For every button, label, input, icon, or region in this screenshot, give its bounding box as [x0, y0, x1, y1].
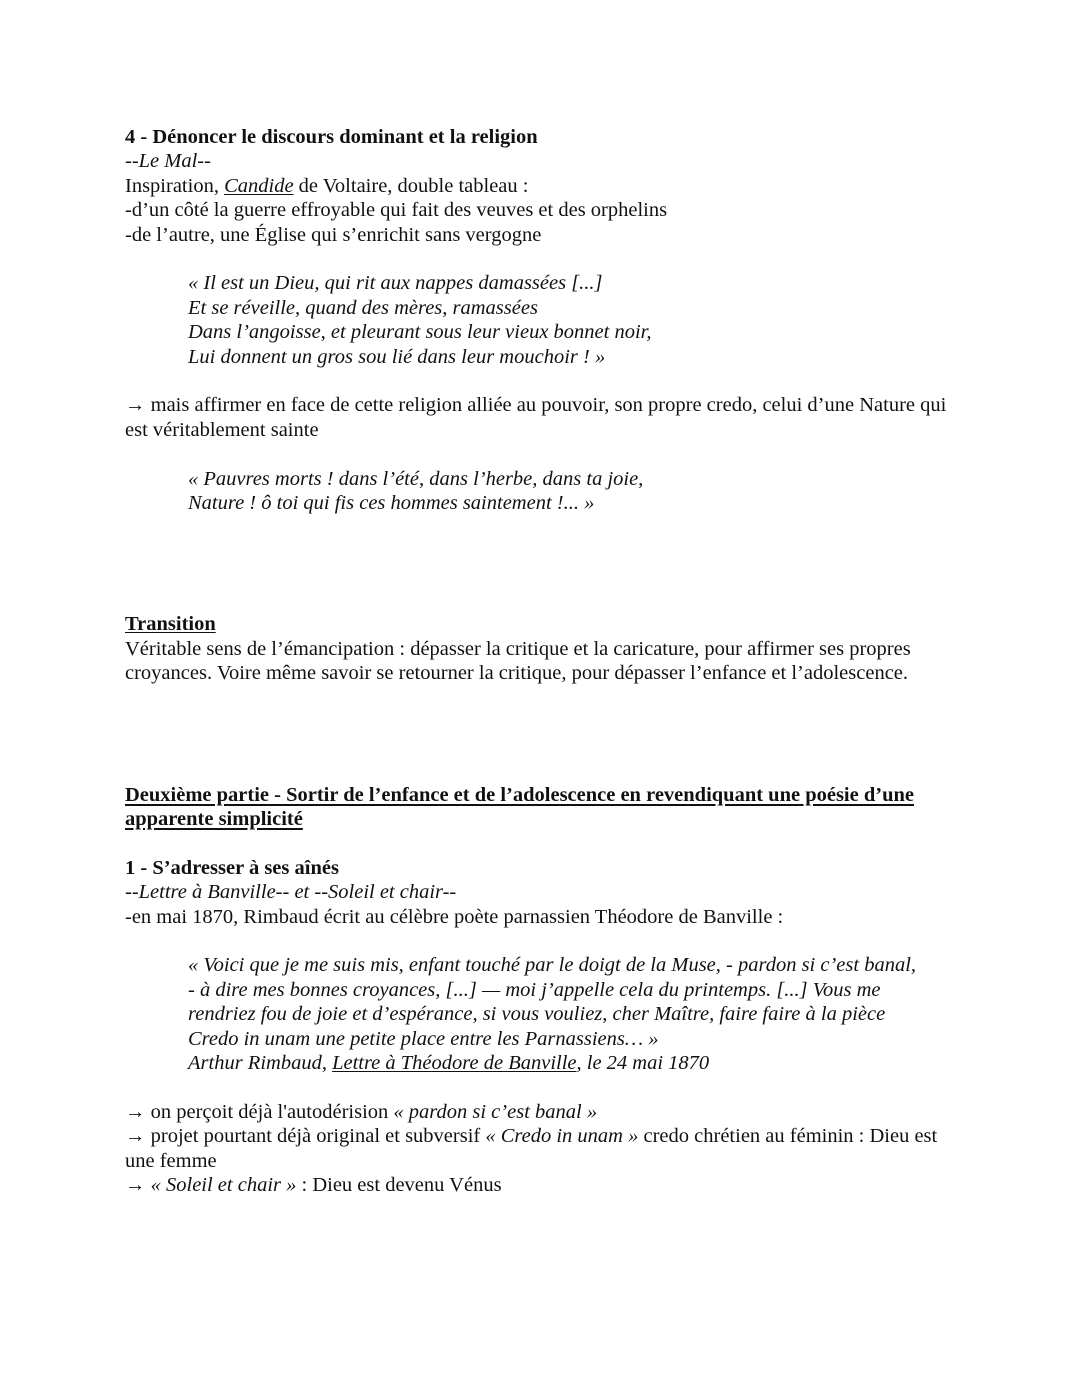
intro-suffix: de Voltaire, double tableau : — [293, 174, 529, 197]
arrow-point — [125, 1173, 955, 1197]
quote-line: Lui donnent un gros sou lié dans leur mouchoir ! » — [188, 345, 606, 368]
quote-line: Nature ! ô toi qui fis ces hommes saintement !... » — [188, 492, 595, 515]
subsection-1-intro: -en mai 1870, Rimbaud écrit au célèbre poète parnassien Théodore de Banville : — [125, 905, 784, 928]
section-4-arrow-point — [125, 393, 955, 442]
arrow-icon: → — [125, 1125, 146, 1148]
arrow-point-text: projet pourtant déjà original et subversif — [145, 1125, 486, 1148]
arrow-point — [125, 1124, 955, 1173]
quote-line: Et se réveille, quand des mères, ramassées — [188, 296, 538, 319]
arrow-point-text-after: : Dieu est devenu Vénus — [296, 1174, 502, 1197]
quote-block-dieu — [188, 271, 955, 369]
section-4-bullet: -d’un côté la guerre effroyable qui fait des veuves et des orphelins — [125, 199, 668, 222]
transition-heading: Transition — [125, 613, 216, 636]
section-4-subtitle: --Le Mal-- — [125, 150, 211, 173]
candide-title: Candide — [224, 174, 294, 197]
arrow-point-text: mais affirmer en face de cette religion alliée au pouvoir, son propre credo, celui d’une Nature qui est véritablement sainte — [125, 394, 947, 441]
section-4-heading: 4 - Dénoncer le discours dominant et la religion — [125, 126, 538, 148]
arrow-point-text-after: credo chrétien au féminin : Dieu est une femme — [125, 1125, 938, 1172]
section-4-intro — [125, 174, 955, 198]
arrow-point-quote: « Credo in unam » — [485, 1125, 639, 1148]
arrow-point — [125, 1100, 955, 1124]
arrow-point-quote: « Soleil et chair » — [150, 1174, 297, 1197]
arrow-icon: → — [125, 394, 146, 417]
document-page — [125, 125, 955, 1198]
arrow-point-quote: « pardon si c’est banal » — [393, 1100, 598, 1123]
citation-author: Arthur Rimbaud, — [188, 1052, 333, 1075]
quote-block-nature — [188, 467, 955, 516]
subsection-1-heading: 1 - S’adresser à ses aînés — [125, 856, 339, 879]
intro-prefix: Inspiration, — [125, 174, 225, 197]
quote-line: Dans l’angoisse, et pleurant sous leur vieux bonnet noir, — [188, 321, 652, 344]
quote-line: Credo in unam une petite place entre les Parnassiens… » — [188, 1027, 659, 1050]
arrow-point-text: on perçoit déjà l'autodérision — [145, 1100, 394, 1123]
subsection-1-subtitle: --Lettre à Banville-- et --Soleil et chair-- — [125, 881, 457, 904]
transition-text: Véritable sens de l’émancipation : dépasser la critique et la caricature, pour affirmer ses propres croyances. Voire même savoir se retourner la critique, pour dépasser l’enfance et l’adolescence. — [125, 637, 911, 685]
quote-line: - à dire mes bonnes croyances, [...] — moi j’appelle cela du printemps. [...] Vous me — [188, 978, 881, 1001]
quote-line: « Voici que je me suis mis, enfant touché par le doigt de la Muse, - pardon si c’est banal, — [188, 954, 917, 977]
citation-date: , le 24 mai 1870 — [576, 1052, 710, 1075]
section-4-bullet: -de l’autre, une Église qui s’enrichit sans vergogne — [125, 223, 542, 246]
arrow-icon: → — [125, 1174, 146, 1197]
citation-work: Lettre à Théodore de Banville — [332, 1052, 577, 1075]
arrow-icon: → — [125, 1100, 146, 1123]
part-2-heading: Deuxième partie - Sortir de l’enfance et de l’adolescence en revendiquant une poésie d’une apparente simplicité — [125, 783, 914, 831]
quote-citation — [188, 1051, 955, 1075]
quote-block-banville-letter — [188, 953, 955, 1075]
quote-line: « Il est un Dieu, qui rit aux nappes damassées [...] — [188, 272, 603, 295]
quote-line: rendriez fou de joie et d’espérance, si vous vouliez, cher Maître, faire faire à la pièce — [188, 1003, 886, 1026]
quote-line: « Pauvres morts ! dans l’été, dans l’herbe, dans ta joie, — [188, 467, 644, 490]
